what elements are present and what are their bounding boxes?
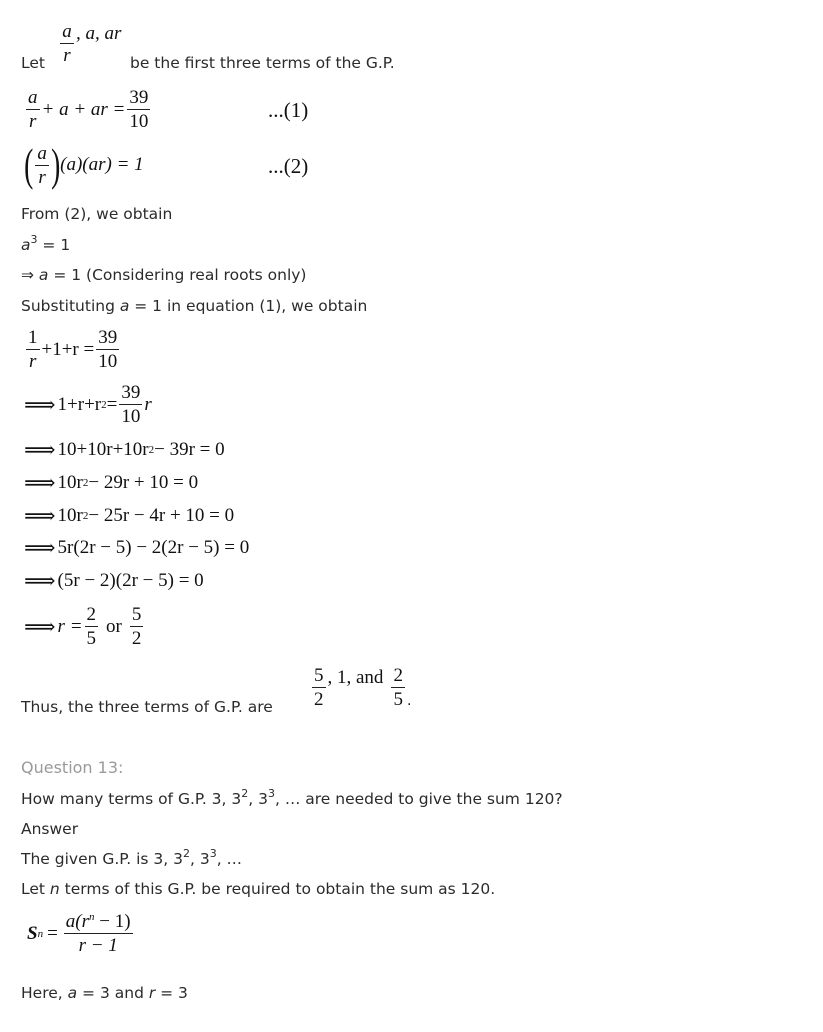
intro-suffix: be the first three terms of the G.P. bbox=[130, 54, 395, 72]
question-13-text: How many terms of G.P. 3, $3^2$, $3^3$, … are needed to give the sum 120? bbox=[21, 787, 563, 808]
equation-1: $\frac{a}{r}$ + a + ar = $\frac{39}{10}$ bbox=[28, 87, 149, 132]
given-gp-line: The given G.P. is 3, $3^2$, $3^3$, … bbox=[21, 847, 243, 868]
a-cubed-line: $a^3 = 1$ bbox=[21, 233, 71, 254]
step-4: ⟹ 10r 2 − 29r + 10 = 0 bbox=[24, 470, 199, 495]
substituting-line: Substituting a = 1 in equation (1), we obtain bbox=[21, 297, 368, 315]
step-7: ⟹ (5r − 2)(2r − 5) = 0 bbox=[24, 568, 204, 593]
here-line: Here, a = 3 and r = 3 bbox=[21, 984, 188, 1002]
conclusion-text: Thus, the three terms of G.P. are bbox=[21, 698, 273, 716]
step-6: ⟹ 5r(2r − 5) − 2(2r − 5) = 0 bbox=[24, 535, 250, 560]
a-equals-1-line: ⇒ a = 1 (Considering real roots only) bbox=[21, 266, 307, 284]
step-8: ⟹ r = $\frac{2}{5}$ or $\frac{5}{2}$ bbox=[24, 604, 142, 649]
sum-formula: S n = $\frac{a(r^n - 1)}{r - 1}$ bbox=[27, 911, 131, 956]
equation-2: ( $\frac{a}{r}$ ) (a)(ar) = 1 bbox=[24, 139, 144, 190]
step-5: ⟹ 10r 2 − 25r − 4r + 10 = 0 bbox=[24, 503, 235, 528]
intro-terms-math: $\frac{a}{r}$ , a, ar bbox=[58, 22, 121, 65]
answer-label: Answer bbox=[21, 820, 79, 838]
intro-let: Let bbox=[21, 54, 45, 72]
from-2-text: From (2), we obtain bbox=[21, 205, 173, 223]
question-13-label: Question 13: bbox=[21, 758, 124, 777]
step-3: ⟹ 10+10r+10r 2 − 39r = 0 bbox=[24, 437, 225, 462]
step-2: ⟹ 1+r+r 2 = $\frac{39}{10}$ r bbox=[24, 382, 152, 427]
equation-2-label: ...(2) bbox=[268, 154, 309, 178]
equation-1-label: ...(1) bbox=[268, 98, 309, 122]
step-1: $\frac{1}{r}$ +1+r = $\frac{39}{10}$ bbox=[28, 327, 118, 372]
conclusion-terms: $\frac{5}{2}$ , 1, and $\frac{2}{5}$ . bbox=[314, 664, 412, 710]
let-n-line: Let n terms of this G.P. be required to obtain the sum as 120. bbox=[21, 880, 496, 898]
